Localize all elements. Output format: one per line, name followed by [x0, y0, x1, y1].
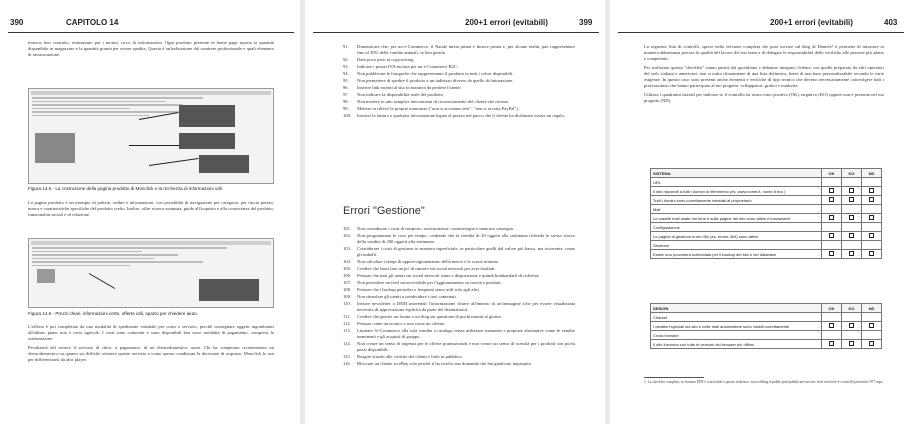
- table-row: [651, 241, 882, 250]
- checkbox-cell-ok: [822, 196, 842, 205]
- item-text: Indicare i prezzi IVA esclusa per un e-Commerce B2C.: [357, 64, 459, 69]
- checkbox-ko[interactable]: [849, 197, 854, 202]
- item-number: 97.: [343, 92, 349, 97]
- checkbox-ko[interactable]: [849, 188, 854, 193]
- list-item: [343, 280, 575, 286]
- checkbox-nd[interactable]: [869, 215, 874, 220]
- group-label: Cross browser: [651, 331, 822, 340]
- table-row: [651, 178, 882, 187]
- list-item: [343, 85, 575, 91]
- checkbox-nd[interactable]: [869, 251, 874, 256]
- list-item: [343, 341, 575, 353]
- footnote: 1. La checklist completa, in formato PDF è scaricabile a questo indirizzo: www.dtblog.it/public/post/pubblicare-un-sito-web-verifiche-e-controlli-preventivi-977.aspx.: [644, 380, 884, 384]
- list-item: [343, 64, 575, 70]
- item-text: Non pubblicare le fotografie che rappresentano il prodotto in tutti i colori disponibili.: [357, 71, 514, 76]
- list-item: [343, 301, 575, 313]
- checkbox-cell-ok: [822, 205, 842, 214]
- checkbox-cell-nd: [862, 340, 882, 349]
- paragraph: Utilizza i quadratini laterali per indicare se il controllo ha avuto esito positivo (OK), negativo (KO) oppure non è presente nel tuo progetto (ND).: [644, 92, 884, 103]
- item-number: 98.: [343, 99, 349, 104]
- checkbox-ok[interactable]: [829, 215, 834, 220]
- check-item-label: Il sito funziona con tutte le versioni dei browser più diffusi: [651, 340, 822, 349]
- table-row: [651, 205, 882, 214]
- checkbox-cell-ko: [842, 196, 862, 205]
- list-item: [343, 106, 575, 112]
- check-item-label: Le pagine di gestione errori 40x (es. errore 404) sono attive: [651, 232, 822, 241]
- item-text: Credere che gestire un forum o un blog sia questione di pochi minuti al giorno.: [357, 314, 503, 319]
- paragraph: Per realizzare questa "checklist" siamo partiti dal quotidiano e abbiamo integrato l'elenco con quello preparato da altri operatori del web, italiani e americani: non si tratta chiaramente di una lista definitiva, bensì di una base personalizzabile secondo le varie esigenze. In questo caso sono presenti anche elementi e verifiche di tipo tecnico che devono necessariamente coinvolgere tutti i professionisti che hanno partecipato al tuo progetto: sviluppatori, grafici e marketer.: [644, 65, 884, 88]
- item-number: 103.: [343, 246, 352, 251]
- checkbox-ok[interactable]: [829, 233, 834, 238]
- paragraph: La pagina prodotto è un esempio di pulizia, ordine e informazioni, con possibilità di navigazione per categoria, per fascia prezzo, marca e caratteristiche specifiche del prodotto scelto. Inoltre, offre ricerca avanzata, guide all'acquisto e alla conoscenza del prodotto, funzionalità sociali e di relazione.: [28, 200, 274, 217]
- check-item-label: Tutti i domini sono correttamente intestati al proprietario: [651, 196, 822, 205]
- checkbox-cell-nd: [862, 241, 882, 250]
- item-text: Considerare i costi di gestione in maniera superficiale, in particolare quelli dal valore più basso, ma ricorrente, come gli imballi.: [357, 246, 575, 257]
- checkbox-cell-nd: [862, 178, 882, 187]
- checkbox-nd[interactable]: [869, 233, 874, 238]
- item-text: Inserire link esterni al sito in maniera da perdere l'utente.: [357, 85, 462, 90]
- item-number: 100.: [343, 113, 352, 118]
- checkbox-nd[interactable]: [869, 197, 874, 202]
- item-text: Non programmare le cose per tempo, credendo che la vendita di 20 oggetti alla settimana richieda lo stesso sforzo della vendita di 200 oggetti alla settimana.: [357, 233, 575, 244]
- checkbox-ko[interactable]: [849, 323, 854, 328]
- item-text: Non considerare i costi di trasporto, assicurazione, contrassegno e mancata consegna.: [357, 226, 515, 231]
- left-intro: [28, 40, 274, 61]
- running-title: 200+1 errori (evitabili): [465, 18, 548, 27]
- list-item: [343, 113, 575, 119]
- item-number: 96.: [343, 85, 349, 90]
- table-row: [651, 250, 882, 259]
- checkbox-cell-ko: [842, 322, 862, 331]
- checkbox-nd[interactable]: [869, 188, 874, 193]
- table-title: SISTEMA: [651, 169, 822, 178]
- checklist-table-design: [650, 303, 882, 349]
- checkbox-cell-ok: [822, 214, 842, 223]
- item-text: Non mettere in atto semplici meccanismi di riconoscimento del cliente che ritorna.: [357, 99, 509, 104]
- page-number: 390: [10, 18, 24, 27]
- right-intro: [644, 44, 884, 107]
- left-page: [0, 0, 300, 424]
- left-para-3: [28, 324, 274, 366]
- page-number: 403: [884, 18, 898, 27]
- paragraph: La seguente lista di controlli, specie nella versione completa che puoi trovare sul blog di Daniele¹ ti permette di misurare in maniera abbastanza precisa la qualità del lavoro del tuo team e di delegare le responsabilità delle verifiche alle persone più adatte e competenti.: [644, 44, 884, 61]
- list-item: [343, 71, 575, 77]
- checkbox-ok[interactable]: [829, 251, 834, 256]
- item-number: 99.: [343, 106, 349, 111]
- item-number: 94.: [343, 71, 349, 76]
- list-item: [343, 44, 575, 56]
- list-item: [343, 314, 575, 320]
- list-item: [343, 78, 575, 84]
- checkbox-cell-ko: [842, 232, 862, 241]
- list-item: [343, 226, 575, 232]
- group-label: Configurazione: [651, 223, 822, 232]
- figure-14-6-caption: Figura 14.6 - Prezzi chiari, informazioni certe, offerte utili, spazio per chiedere aiuto.: [28, 311, 198, 316]
- list-item: [343, 266, 575, 272]
- left-page-header: [0, 10, 300, 36]
- list-item: [343, 287, 575, 293]
- figure-14-6-screenshot: [28, 238, 274, 308]
- item-text: Non creare un senso di urgenza per le offerte promozionali e non creare un senso di scarsità per i prodotti con pochi pezzi disponibili.: [357, 341, 575, 352]
- right-page-header: [610, 10, 910, 36]
- item-number: 109.: [343, 294, 352, 299]
- header-rule: [313, 32, 599, 33]
- item-number: 92.: [343, 57, 349, 62]
- section-title-gestione: Errori "Gestione": [343, 205, 425, 217]
- chapter-title: CAPITOLO 14: [66, 18, 119, 27]
- checkbox-cell-ok: [822, 313, 842, 322]
- table-row: [651, 214, 882, 223]
- checkbox-ok[interactable]: [829, 197, 834, 202]
- item-text: Dare poco peso al copywriting.: [357, 57, 415, 62]
- checkbox-cell-ko: [842, 223, 862, 232]
- check-item-label: I caratteri speciali sul sito e nelle mail automatiche sono visibili correttamente: [651, 322, 822, 331]
- item-number: 105.: [343, 266, 352, 271]
- checkbox-cell-ko: [842, 331, 862, 340]
- header-rule: [8, 32, 294, 33]
- item-number: 111.: [343, 314, 351, 319]
- group-label: Mail: [651, 205, 822, 214]
- item-number: 107.: [343, 280, 352, 285]
- paragraph: Peculiarità del settore il servizio di ritiro, a pagamento, di un elettrodomestico usato. Chi ha comperato recentemente un elettrodomestico sa quanto sia difficile ottenere questo servizio e come spesso condizioni la decisione di acquisto. Monclick lo usa per differenziarsi da altri player.: [28, 345, 274, 362]
- figure-14-5-caption: Figura 14.5 - La costruzione della pagina prodotto di Monclick e la ricchezza di informazioni utili.: [28, 186, 224, 191]
- check-item-label: Il sito risponde a tutti i domini di riferimento (es. www.nome.it, nome.it ecc.): [651, 187, 822, 196]
- footnote-rule: [644, 377, 704, 378]
- checkbox-cell-ok: [822, 178, 842, 187]
- table-row: [651, 331, 882, 340]
- checkbox-ok[interactable]: [829, 341, 834, 346]
- col-ko: KO: [842, 169, 862, 178]
- col-nd: ND: [862, 304, 882, 313]
- item-text: Bloccare un cliente su eBay solo perché ti ha rivolto una domanda che hai giudicato impropria.: [357, 361, 532, 366]
- checkbox-cell-nd: [862, 331, 882, 340]
- item-text: Credere che basti fare un po' di rumore sui social network per aver risultati.: [357, 266, 496, 271]
- item-text: Pensare che tutti gli utenti sui social network siano a disposizione e quindi bombardarli di richieste.: [357, 273, 540, 278]
- items-91-100: [343, 44, 575, 120]
- list-item: [343, 233, 575, 245]
- checkbox-ko[interactable]: [849, 215, 854, 220]
- checkbox-cell-nd: [862, 232, 882, 241]
- list-item: [343, 321, 575, 327]
- col-nd: ND: [862, 169, 882, 178]
- list-item: [343, 92, 575, 98]
- item-text: Inserire la fattura o qualsiasi informazione legata al prezzo nel pacco che il cliente ha dichiarato essere un regalo.: [357, 113, 566, 118]
- item-text: Non prevedere un feed sottoscrivibile per l'aggiornamento su novità e prodotti.: [357, 280, 502, 285]
- paragraph: L'offerta è poi completata da una modalità di spedizione variabile per costo e servizio, perché consegnare oggetti ingombranti all'ultimo piano non è certo agevole. I costi sono contenuti e sono disponibili ben nove modalità di pagamento, compresa la rateizzazione.: [28, 324, 274, 341]
- checkbox-cell-ko: [842, 205, 862, 214]
- checkbox-cell-ko: [842, 214, 862, 223]
- item-text: Non permettere di spedire il prodotto a un indirizzo diverso da quello di fatturazione.: [357, 78, 514, 83]
- table-title: DESIGN: [651, 304, 822, 313]
- checkbox-ko[interactable]: [849, 233, 854, 238]
- item-number: 106.: [343, 273, 352, 278]
- item-number: 108.: [343, 287, 352, 292]
- col-ok: OK: [822, 169, 842, 178]
- checkbox-cell-nd: [862, 250, 882, 259]
- item-text: Inviare newsletter o DEM inserendo l'informazione chiave all'interno di un'immagine (che per essere visualizzata necessita di approvazione esplicita da parte del destinatario).: [357, 301, 575, 312]
- check-item-label: Esiste una procedura schedulata per il backup del sito e del database: [651, 250, 822, 259]
- middle-page-header: [305, 10, 605, 36]
- checkbox-cell-ko: [842, 250, 862, 259]
- group-label: Gestione: [651, 241, 822, 250]
- list-item: [343, 273, 575, 279]
- running-title: 200+1 errori (evitabili): [770, 18, 853, 27]
- list-item: [343, 246, 575, 258]
- checkbox-ko[interactable]: [849, 341, 854, 346]
- checkbox-cell-ko: [842, 241, 862, 250]
- group-label: Charset: [651, 313, 822, 322]
- item-text: Reagire stizziti alle critiche dei clienti e farlo in pubblico.: [357, 354, 463, 359]
- item-number: 95.: [343, 78, 349, 83]
- checkbox-cell-ok: [822, 241, 842, 250]
- item-number: 91.: [343, 44, 349, 49]
- item-number: 112.: [343, 321, 351, 326]
- list-item: [343, 294, 575, 300]
- checkbox-cell-ok: [822, 322, 842, 331]
- item-text: Non indicare la disponibilità reale del prodotto.: [357, 92, 445, 97]
- checklist-table-sistema: [650, 168, 882, 259]
- item-number: 115.: [343, 354, 351, 359]
- checkbox-cell-ok: [822, 250, 842, 259]
- item-text: Pensare come un tecnico e non come un cliente.: [357, 321, 446, 326]
- col-ok: OK: [822, 304, 842, 313]
- table-row: [651, 322, 882, 331]
- list-item: [343, 361, 575, 367]
- list-item: [343, 328, 575, 340]
- left-para-2: [28, 200, 274, 221]
- checkbox-cell-nd: [862, 214, 882, 223]
- item-number: 110.: [343, 301, 351, 306]
- table-row: [651, 196, 882, 205]
- checkbox-cell-ko: [842, 187, 862, 196]
- table-row: [651, 340, 882, 349]
- item-text: Mettere in rilievo le proprie mancanze ("non si accettano resi", "non si accetta PayPal").: [357, 106, 519, 111]
- checkbox-cell-nd: [862, 223, 882, 232]
- checkbox-cell-nd: [862, 205, 882, 214]
- checkbox-cell-nd: [862, 187, 882, 196]
- group-label: URL: [651, 178, 822, 187]
- checkbox-ok[interactable]: [829, 188, 834, 193]
- figure-14-5-screenshot: [28, 88, 274, 184]
- checkbox-cell-ko: [842, 178, 862, 187]
- item-number: 93.: [343, 64, 349, 69]
- item-number: 113.: [343, 328, 351, 333]
- item-number: 102.: [343, 233, 352, 238]
- checkbox-cell-nd: [862, 196, 882, 205]
- checkbox-cell-ok: [822, 223, 842, 232]
- item-text: Limitare l'e-Commerce alla sola vendita a catalogo senza utilizzare strumenti e proposte alternative come le vendite imminenti e gli acquisti di gruppo.: [357, 328, 575, 339]
- checkbox-cell-nd: [862, 313, 882, 322]
- check-item-label: Le caselle mail usate nei form e sulle pagine del sito sono attive e funzionanti: [651, 214, 822, 223]
- col-ko: KO: [842, 304, 862, 313]
- checkbox-cell-ok: [822, 331, 842, 340]
- item-text: Pensare che i backup periodici e frequenti siano utili solo agli altri.: [357, 287, 480, 292]
- checkbox-cell-ko: [842, 313, 862, 322]
- table-row: [651, 313, 882, 322]
- checkbox-nd[interactable]: [869, 323, 874, 328]
- intro-paragraph: tronica: ben costruito, ottimizzato per i motori, ricco di informazioni. Ogni prodotto presente in home page riporta la quantità disponibile in magazzino e la quantità pronta per essere spedita. Questa è un'indicazione dal carattere professionale e quali elemento di rassicurazione.: [28, 40, 274, 57]
- list-item: [343, 57, 575, 63]
- list-item: [343, 99, 575, 105]
- checkbox-cell-ko: [842, 340, 862, 349]
- checkbox-cell-nd: [862, 322, 882, 331]
- checkbox-cell-ok: [822, 187, 842, 196]
- list-item: [343, 354, 575, 360]
- right-page: [610, 0, 910, 424]
- table-row: [651, 232, 882, 241]
- checkbox-ko[interactable]: [849, 251, 854, 256]
- header-rule: [618, 32, 904, 33]
- item-number: 114.: [343, 341, 351, 346]
- checkbox-cell-ok: [822, 232, 842, 241]
- item-number: 104.: [343, 259, 352, 264]
- list-item: [343, 259, 575, 265]
- checkbox-ok[interactable]: [829, 323, 834, 328]
- item-number: 101.: [343, 226, 352, 231]
- checkbox-nd[interactable]: [869, 341, 874, 346]
- items-101-116: [343, 226, 575, 368]
- item-number: 116.: [343, 361, 351, 366]
- table-row: [651, 223, 882, 232]
- item-text: Non calcolare i tempi di approvvigionamento della merce e le scorte minime.: [357, 259, 500, 264]
- checkbox-cell-ok: [822, 340, 842, 349]
- table-row: [651, 187, 882, 196]
- item-text: Dimenticare che, per un e-Commerce, il Natale inizia prima e finisce prima e, per alcune realtà, può rappresentare fino al 30% delle vendite annuali, se ben gestito.: [357, 44, 575, 55]
- page-number: 399: [579, 18, 593, 27]
- item-text: Non stimolare gli utenti a condividere i tuoi contenuti.: [357, 294, 457, 299]
- middle-page: [305, 0, 605, 424]
